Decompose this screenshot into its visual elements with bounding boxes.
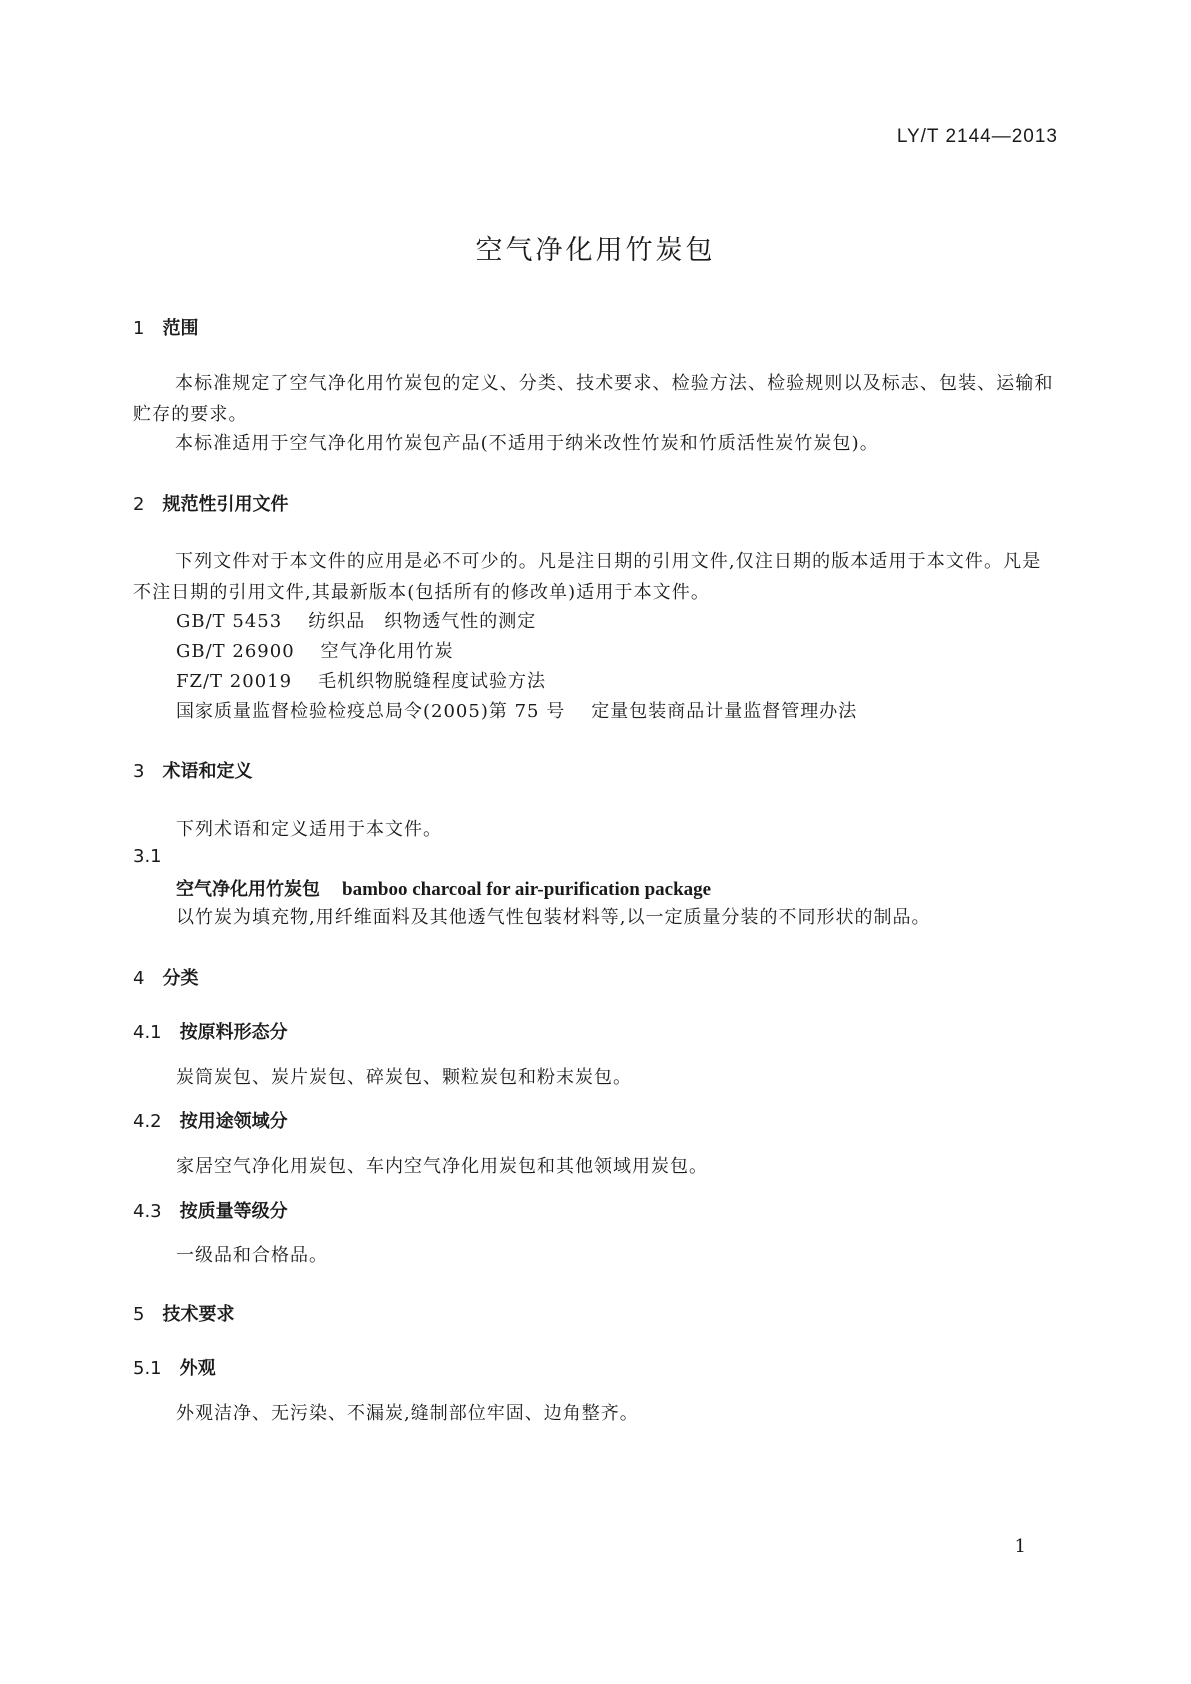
section-title: 分类 bbox=[162, 968, 199, 989]
standard-code: LY/T 2144—2013 bbox=[896, 126, 1058, 147]
document-title: 空气净化用竹炭包 bbox=[475, 235, 716, 266]
subsection-4-2-text: 家居空气净化用炭包、车内空气净化用炭包和其他领域用炭包。 bbox=[176, 1156, 708, 1177]
subsection-title: 外观 bbox=[179, 1358, 216, 1379]
section-title: 技术要求 bbox=[162, 1304, 235, 1325]
subsection-4-1-heading bbox=[133, 1018, 288, 1044]
subsection-title: 按质量等级分 bbox=[179, 1201, 288, 1222]
subsection-4-3-heading bbox=[133, 1197, 288, 1223]
reference-item bbox=[176, 697, 857, 723]
section-number: 5 bbox=[133, 1304, 145, 1325]
section-5-heading bbox=[133, 1300, 234, 1326]
subsection-5-1-heading bbox=[133, 1354, 216, 1380]
term-entry bbox=[176, 875, 711, 901]
subsection-number: 4.3 bbox=[133, 1201, 162, 1222]
section-number: 2 bbox=[133, 494, 145, 515]
subsection-title: 按用途领域分 bbox=[179, 1111, 288, 1132]
subsection-4-1-text: 炭筒炭包、炭片炭包、碎炭包、颗粒炭包和粉末炭包。 bbox=[176, 1067, 632, 1088]
section-1-paragraph-2: 本标准适用于空气净化用竹炭包产品(不适用于纳米改性竹炭和竹质活性炭竹炭包)。 bbox=[175, 433, 879, 454]
subsection-number: 4.2 bbox=[133, 1111, 162, 1132]
section-title: 术语和定义 bbox=[162, 761, 253, 782]
reference-item bbox=[176, 637, 454, 663]
reference-name: 空气净化用竹炭 bbox=[320, 641, 454, 662]
reference-item bbox=[176, 667, 546, 693]
reference-code: 国家质量监督检验检疫总局令(2005)第 75 号 bbox=[176, 701, 566, 722]
section-2-heading bbox=[133, 490, 288, 516]
subsection-5-1-text: 外观洁净、无污染、不漏炭,缝制部位牢固、边角整齐。 bbox=[176, 1403, 639, 1424]
subsection-4-3-text: 一级品和合格品。 bbox=[176, 1245, 328, 1266]
term-number: 3.1 bbox=[133, 846, 162, 867]
section-number: 3 bbox=[133, 761, 145, 782]
subsection-number: 4.1 bbox=[133, 1022, 162, 1043]
section-1-heading bbox=[133, 314, 198, 340]
section-title: 范围 bbox=[162, 318, 199, 339]
subsection-4-2-heading bbox=[133, 1107, 288, 1133]
reference-item bbox=[176, 607, 536, 633]
reference-code: GB/T 5453 bbox=[176, 611, 283, 632]
subsection-number: 5.1 bbox=[133, 1358, 162, 1379]
section-3-heading bbox=[133, 757, 252, 783]
reference-name: 毛机织物脱缝程度试验方法 bbox=[318, 671, 547, 692]
term-chinese: 空气净化用竹炭包 bbox=[176, 879, 320, 900]
term-english: bamboo charcoal for air-purification package bbox=[342, 879, 712, 900]
section-2-paragraph-1: 下列文件对于本文件的应用是必不可少的。凡是注日期的引用文件,仅注日期的版本适用于本文件。凡是不注日期的引用文件,其最新版本(包括所有的修改单)适用于本文件。 bbox=[133, 551, 1042, 603]
section-number: 4 bbox=[133, 968, 145, 989]
section-1-paragraph-1: 本标准规定了空气净化用竹炭包的定义、分类、技术要求、检验方法、检验规则以及标志、包装、运输和贮存的要求。 bbox=[133, 373, 1054, 425]
term-definition: 以竹炭为填充物,用纤维面料及其他透气性包装材料等,以一定质量分装的不同形状的制品。 bbox=[176, 907, 931, 928]
reference-name: 纺织品 织物透气性的测定 bbox=[308, 611, 537, 632]
subsection-title: 按原料形态分 bbox=[179, 1022, 288, 1043]
section-4-heading bbox=[133, 964, 198, 990]
reference-code: GB/T 26900 bbox=[176, 641, 295, 662]
section-title: 规范性引用文件 bbox=[162, 494, 289, 515]
section-3-paragraph-1: 下列术语和定义适用于本文件。 bbox=[176, 819, 442, 840]
page-number: 1 bbox=[1014, 1536, 1026, 1557]
section-number: 1 bbox=[133, 318, 145, 339]
reference-code: FZ/T 20019 bbox=[176, 671, 293, 692]
reference-name: 定量包装商品计量监督管理办法 bbox=[591, 701, 858, 722]
